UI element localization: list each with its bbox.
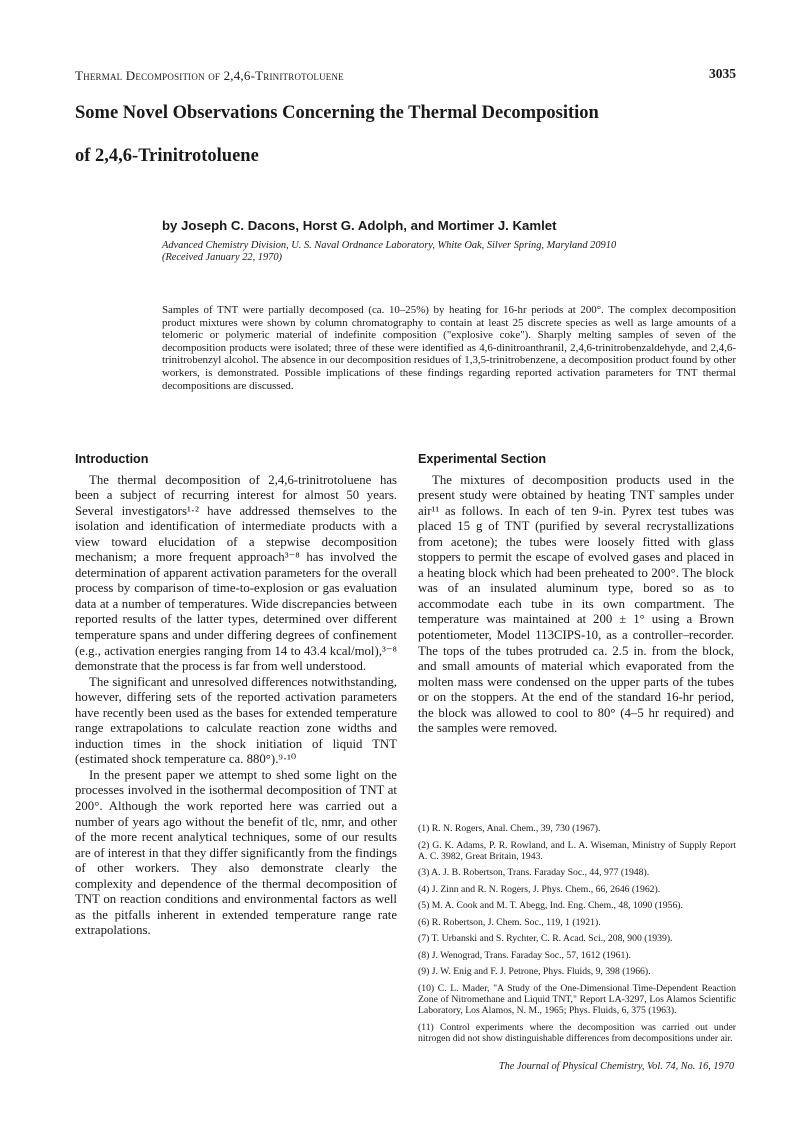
reference-item: (3) A. J. B. Robertson, Trans. Faraday Soc., 44, 977 (1948). <box>418 867 650 879</box>
reference-item: (7) T. Urbanski and S. Rychter, C. R. Acad. Sci., 208, 900 (1939). <box>418 933 673 945</box>
article-title-line-1: Some Novel Observations Concerning the Thermal Decomposition <box>75 103 599 123</box>
intro-paragraph: The significant and unresolved differences notwithstanding, however, differing sets of the reported activation parameters have recently been used as the bases for extended temperature range extrapolations to calculate reaction zone widths and induction times in the shock initiation of liquid TNT (estimated shock temperature ca. 880°).⁹·¹⁰ <box>75 674 397 767</box>
reference-item: (5) M. A. Cook and M. T. Abegg, Ind. Eng. Chem., 48, 1090 (1956). <box>418 900 683 912</box>
section-heading-experimental: Experimental Section <box>418 452 547 466</box>
received-date: (Received January 22, 1970) <box>162 252 283 263</box>
reference-item: (11) Control experiments where the decomposition was carried out under nitrogen did not show distinguishable differences from decompositions under air. <box>418 1021 736 1044</box>
journal-footer: The Journal of Physical Chemistry, Vol. 74, No. 16, 1970 <box>498 1061 734 1072</box>
reference-item: (4) J. Zinn and R. N. Rogers, J. Phys. Chem., 66, 2646 (1962). <box>418 883 661 895</box>
affiliation-block <box>162 240 702 264</box>
reference-item: (8) J. Wenograd, Trans. Faraday Soc., 57, 1612 (1961). <box>418 949 631 961</box>
reference-item: (2) G. K. Adams, P. R. Rowland, and L. A. Wiseman, Ministry of Supply Report A. C. 3982, Great Britain, 1943. <box>418 839 736 862</box>
running-head: Thermal Decomposition of 2,4,6-Trinitrotoluene <box>75 68 344 83</box>
affiliation: Advanced Chemistry Division, U. S. Naval Ordnance Laboratory, White Oak, Silver Spring, Maryland 20910 <box>162 240 617 251</box>
author-list: by Joseph C. Dacons, Horst G. Adolph, and Mortimer J. Kamlet <box>162 218 557 233</box>
experimental-paragraph: The mixtures of decomposition products used in the present study were obtained by heating TNT samples under air¹¹ as follows. In each of ten 9-in. Pyrex test tubes was placed 15 g of TNT (purified by several recrystallizations from acetone); the tubes were loosely fitted with glass stoppers to permit the escape of evolved gases and placed in a heating block which had been preheated to 200°. The block was of an insulated aluminum type, bored so as to accommodate each tube in its own compartment. The temperature was maintained at 200 ± 1° using a Brown potentiometer, Model 113CIPS-10, as a controller–recorder. The tops of the tubes protruded ca. 2.5 in. from the block, and small amounts of material which evaporated from the molten mass were condensed on the upper parts of the tubes or on the stoppers. At the end of the standard 16-hr period, the block was allowed to cool to 80° (4–5 hr required) and the samples were removed. <box>418 472 734 736</box>
intro-paragraph: The thermal decomposition of 2,4,6-trinitrotoluene has been a subject of recurring interest for almost 50 years. Several investigators¹·² have addressed themselves to the isolation and identification of intermediate products with a view toward elucidation of a stepwise decomposition mechanism; a more frequent approach³⁻⁸ has involved the determination of apparent activation parameters for the overall process by comparison of time-to-explosion or gas evaluation data at a number of temperatures. Wide discrepancies between reported results of the latter types, determined over different temperature spans and under differing degrees of confinement (e.g., activation energies ranging from 14 to 43.4 kcal/mol),³⁻⁸ demonstrate that the process is far from well understood. <box>75 472 397 674</box>
reference-item: (1) R. N. Rogers, Anal. Chem., 39, 730 (1967). <box>418 823 601 834</box>
reference-item: (9) J. W. Enig and F. J. Petrone, Phys. Fluids, 9, 398 (1966). <box>418 966 651 978</box>
reference-item: (10) C. L. Mader, "A Study of the One-Dimensional Time-Dependent Reaction Zone of Nitromethane and Liquid TNT," Report LA-3297, Los Alamos Scientific Laboratory, Los Alamos, N. M., 1965; Phys. Fluids, 6, 375 (1963). <box>418 982 736 1017</box>
abstract: Samples of TNT were partially decomposed (ca. 10–25%) by heating for 16-hr periods at 200°. The complex decomposition product mixtures were shown by column chromatography to contain at least 25 discrete species as well as large amounts of a telomeric or polymeric material of indefinite composition ("explosive coke"). Sharply melting samples of seven of the decomposition products were isolated; three of these were identified as 4,6-dinitroanthranil, 2,4,6-trinitrobenzaldehyde, and 2,4,6-trinitrobenzyl alcohol. The absence in our decomposition residues of 1,3,5-trinitrobenzene, a decomposition product found by other workers, is demonstrated. Possible implications of these findings regarding reported activation parameters for TNT thermal decompositions are discussed. <box>162 304 736 392</box>
introduction-section <box>75 452 397 939</box>
reference-list <box>418 823 736 1049</box>
experimental-section <box>418 452 734 737</box>
reference-item: (6) R. Robertson, J. Chem. Soc., 119, 1 (1921). <box>418 916 601 928</box>
page-number: 3035 <box>709 66 736 81</box>
article-title-line-2: of 2,4,6-Trinitrotoluene <box>75 146 259 166</box>
intro-paragraph: In the present paper we attempt to shed some light on the processes involved in the isothermal decomposition of TNT at 200°. Although the work reported here was carried out a number of years ago without the benefit of tlc, nmr, and other of the more recent analytical techniques, some of our results are of interest in that they differ significantly from the findings of other workers. They also demonstrate clearly the complexity and dependence of the thermal decomposition of TNT on reaction conditions and environmental factors as well as the pitfalls inherent in extended temperature range rate extrapolations. <box>75 767 397 938</box>
section-heading-introduction: Introduction <box>75 452 149 466</box>
